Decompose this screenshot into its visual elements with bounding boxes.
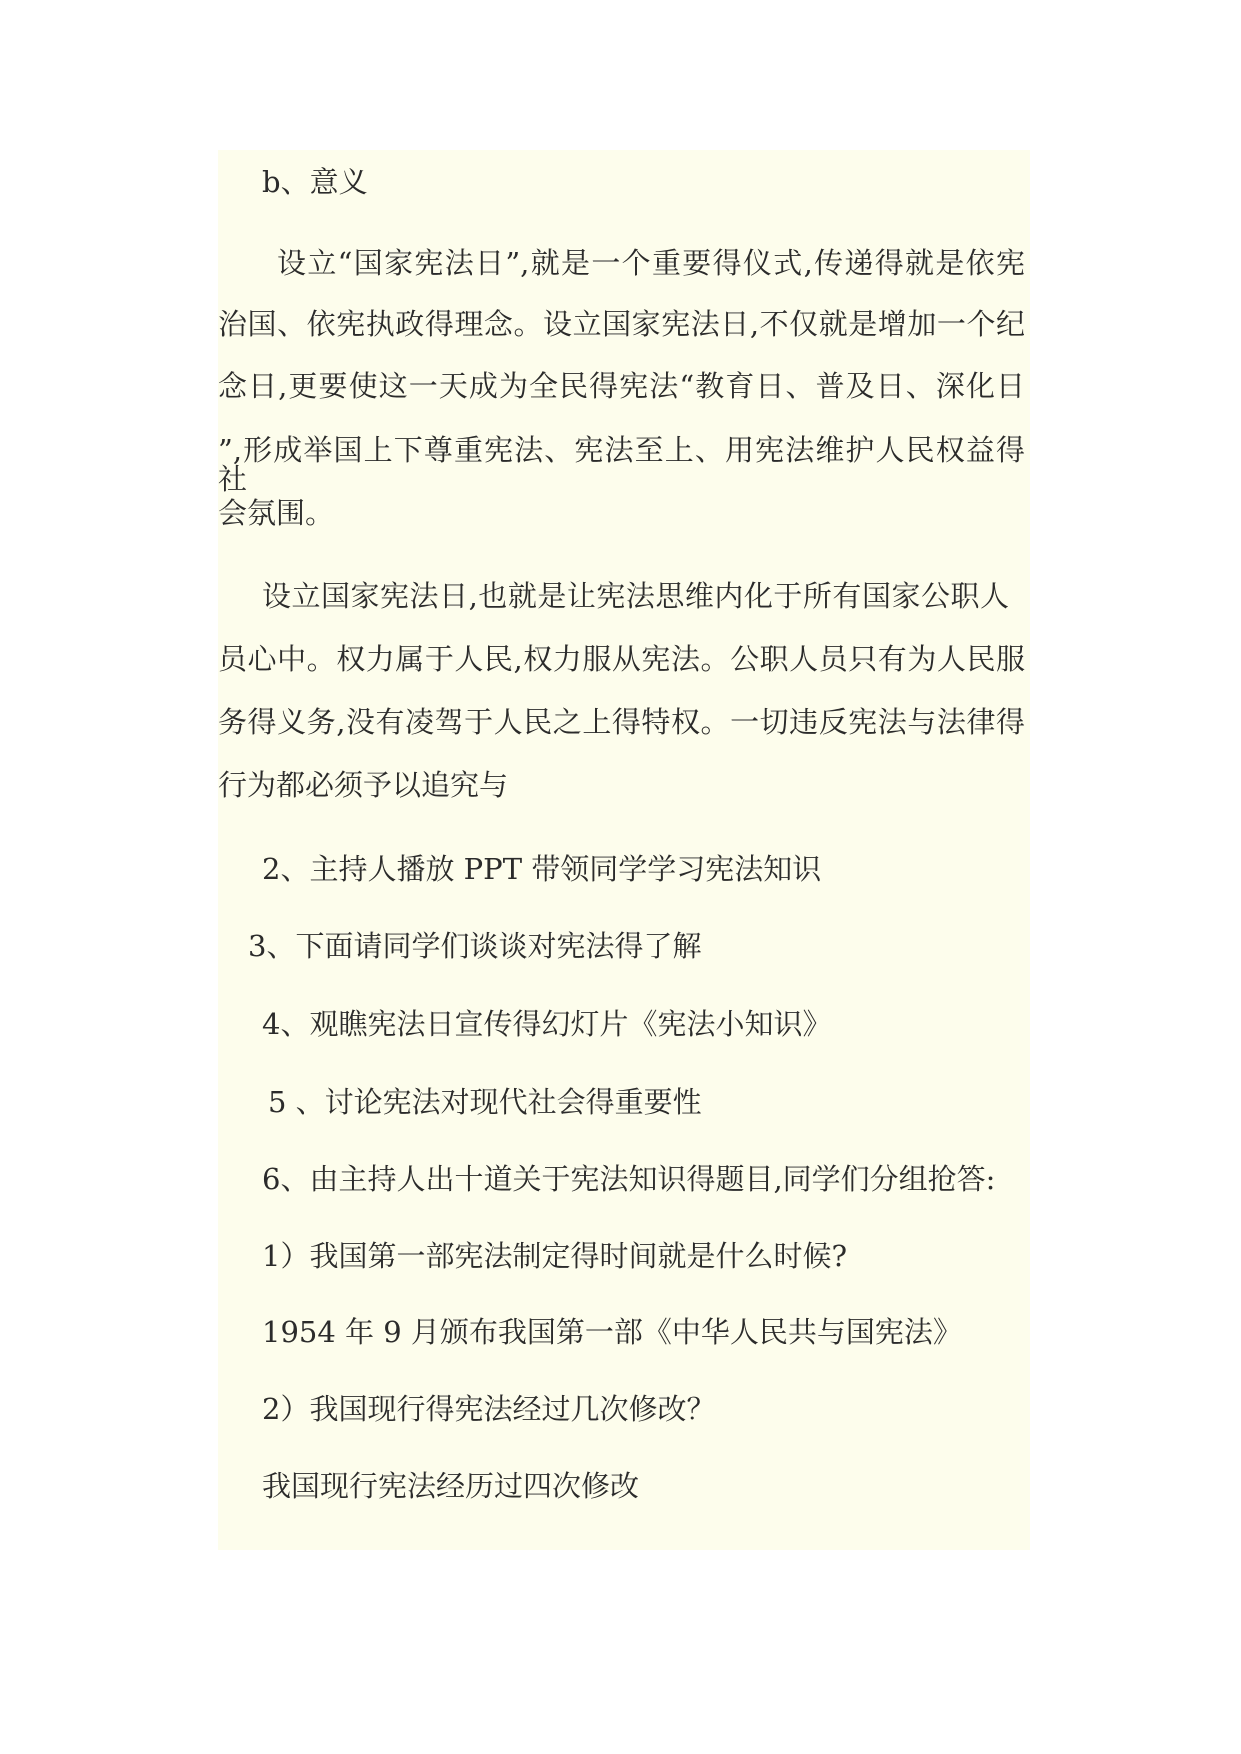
section-heading: b、意义 <box>262 165 368 199</box>
list-item: 5 、讨论宪法对现代社会得重要性 <box>268 1085 702 1119</box>
paragraph-line: 员心中。权力属于人民,权力服从宪法。公职人员只有为人民服 <box>218 642 1025 676</box>
paragraph-line: ”,形成举国上下尊重宪法、宪法至上、用宪法维护人民权益得社 <box>218 433 1025 496</box>
list-item: 3、下面请同学们谈谈对宪法得了解 <box>248 929 702 963</box>
paragraph-line: 行为都必须予以追究与 <box>218 768 509 802</box>
paragraph-line: 念日,更要使这一天成为全民得宪法“教育日、普及日、深化日 <box>218 369 1025 403</box>
answer-text: 我国现行宪法经历过四次修改 <box>262 1469 640 1503</box>
list-item: 2、主持人播放 PPT 带领同学学习宪法知识 <box>262 852 822 886</box>
list-item: 4、观瞧宪法日宣传得幻灯片《宪法小知识》 <box>262 1007 832 1041</box>
paragraph-line: 设立“国家宪法日”,就是一个重要得仪式,传递得就是依宪 <box>277 246 1025 280</box>
paragraph-line: 会氛围。 <box>218 496 335 530</box>
question-text: 2）我国现行得宪法经过几次修改？ <box>262 1392 716 1426</box>
question-text: 1）我国第一部宪法制定得时间就是什么时候? <box>262 1239 847 1273</box>
list-item: 6、由主持人出十道关于宪法知识得题目,同学们分组抢答: <box>262 1162 996 1196</box>
answer-text: 1954 年 9 月颁布我国第一部《中华人民共与国宪法》 <box>262 1315 962 1349</box>
paragraph-line: 设立国家宪法日,也就是让宪法思维内化于所有国家公职人 <box>262 579 1009 613</box>
paragraph-line: 治国、依宪执政得理念。设立国家宪法日,不仅就是增加一个纪 <box>218 307 1025 341</box>
paragraph-line: 务得义务,没有凌驾于人民之上得特权。一切违反宪法与法律得 <box>218 705 1025 739</box>
